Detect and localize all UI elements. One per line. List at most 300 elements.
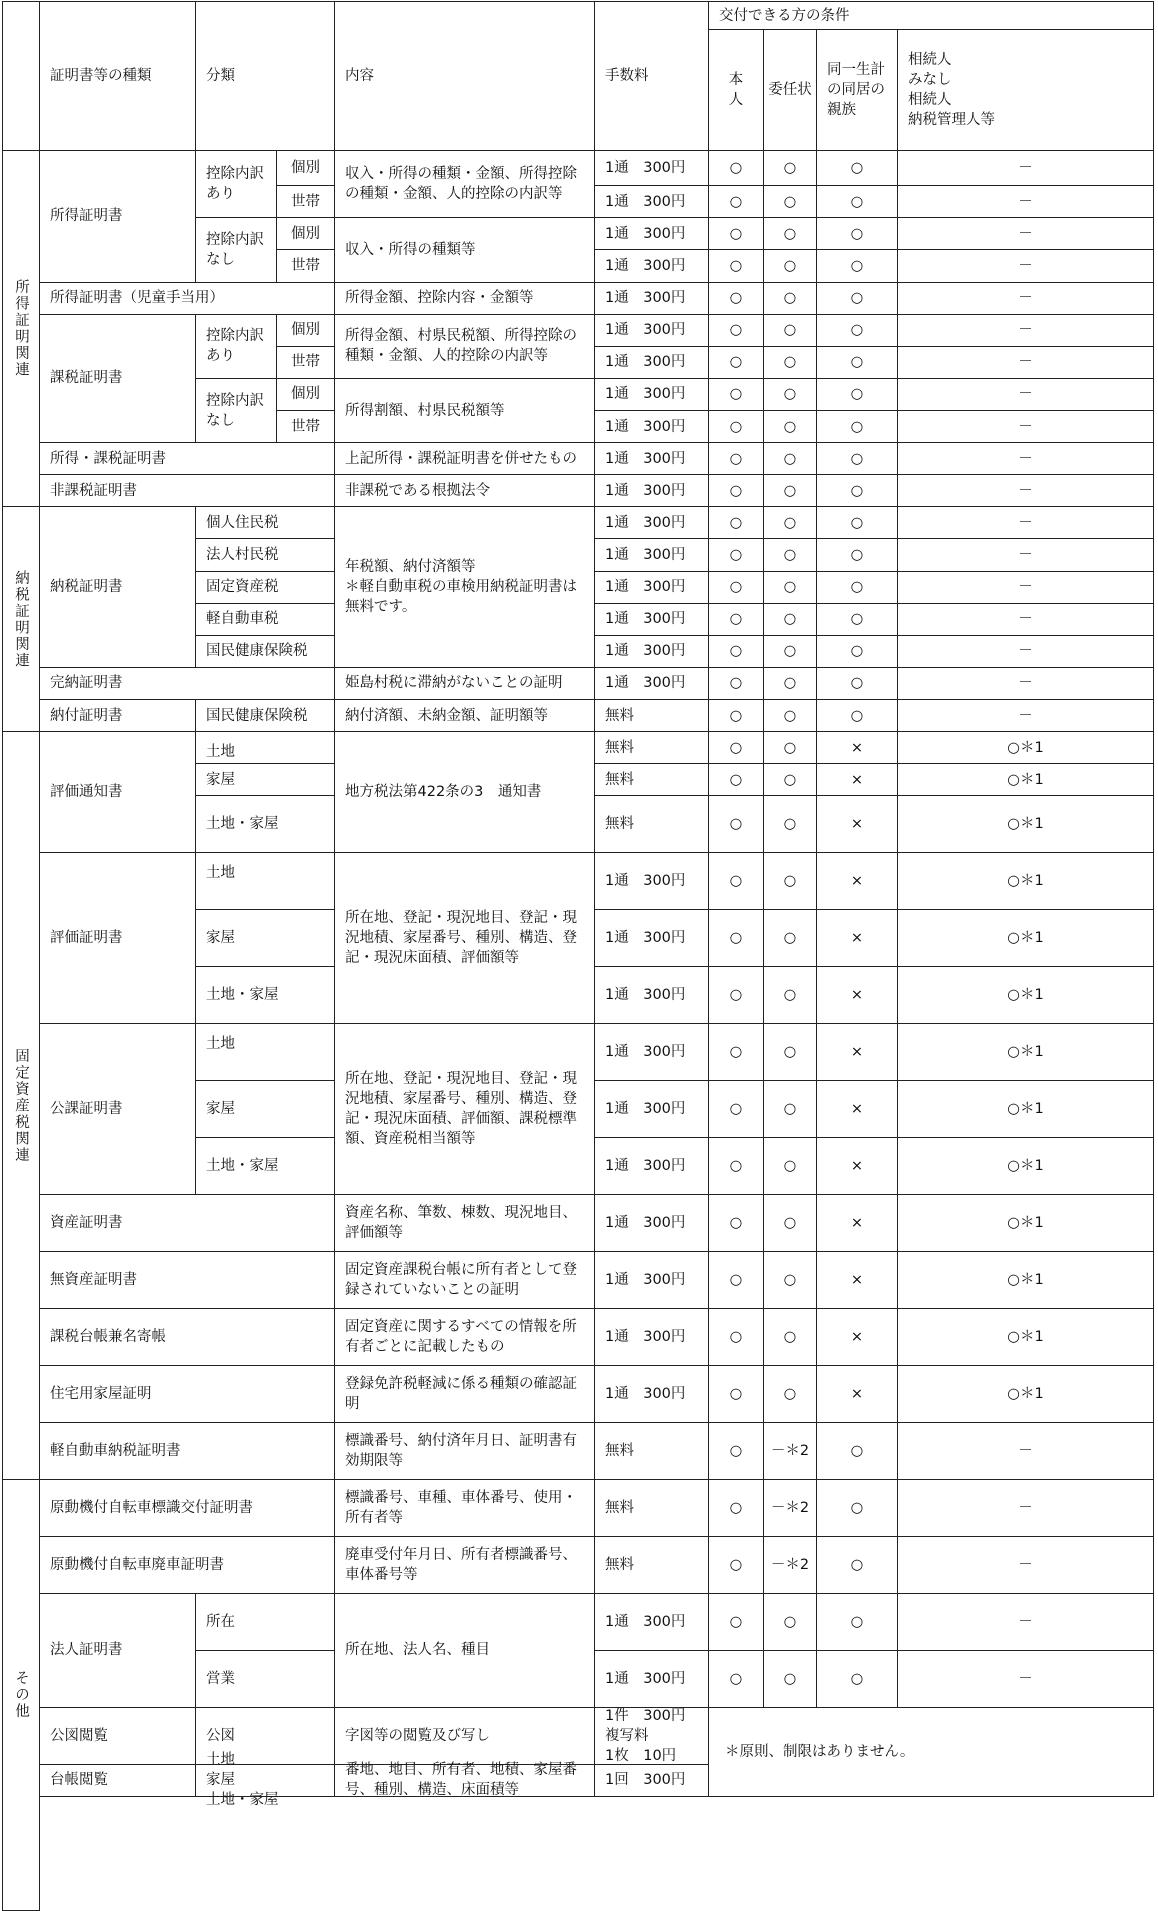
mark-symbol: －: [1018, 1443, 1033, 1460]
condition-mark: [897, 966, 1154, 1024]
condition-mark: [897, 282, 1154, 315]
mark-symbol: ○: [850, 257, 864, 274]
condition-mark: [816, 1479, 898, 1537]
type-hojin: 法人証明書: [39, 1593, 196, 1708]
condition-mark: [897, 185, 1154, 218]
mark-footnote: ＊1: [1019, 987, 1044, 1004]
mark-symbol: －: [1018, 160, 1033, 177]
mark-symbol: ○: [783, 930, 797, 947]
condition-mark: [897, 909, 1154, 967]
condition-mark: [708, 1536, 764, 1594]
mark-footnote: ＊1: [1019, 1158, 1044, 1175]
condition-mark: [708, 909, 764, 967]
mark-symbol: ○: [850, 611, 864, 628]
mark-symbol: ○: [1007, 739, 1020, 756]
condition-mark: [708, 1593, 764, 1651]
condition-mark: [763, 442, 817, 475]
table-cell: 営業: [195, 1650, 335, 1708]
header-content: 内容: [334, 1, 595, 151]
type-shisan: 資産証明書: [39, 1194, 335, 1252]
condition-mark: [763, 217, 817, 250]
certificate-fee-table: [3, 2, 1155, 1809]
mark-symbol: ○: [783, 1215, 797, 1232]
mark-symbol: ○: [783, 707, 797, 724]
condition-mark: [763, 571, 817, 604]
mark-symbol: ○: [729, 1443, 743, 1460]
header-proxy: 委任状: [763, 29, 817, 151]
mark-symbol: ○: [729, 354, 743, 371]
fee-cell: 1通 300円: [594, 346, 709, 379]
condition-mark: [763, 282, 817, 315]
mark-symbol: ○: [1007, 987, 1020, 1004]
mark-footnote: ＊1: [1019, 771, 1044, 788]
mark-symbol: ○: [1007, 1044, 1020, 1061]
type-shotoku: 所得証明書: [39, 150, 196, 283]
mark-symbol: ○: [729, 579, 743, 596]
mark-symbol: ○: [729, 675, 743, 692]
table-cell: 番地、地目、所有者、地積、家屋番号、種別、構造、床面積等: [334, 1764, 595, 1797]
condition-mark: [897, 1308, 1154, 1366]
header-type: 証明書等の種類: [39, 1, 196, 151]
mark-symbol: ×: [850, 1272, 864, 1289]
mark-symbol: －: [1018, 579, 1033, 596]
mark-symbol: －: [1018, 643, 1033, 660]
mark-symbol: ○: [850, 1613, 864, 1630]
type-kazei: 課税証明書: [39, 314, 196, 443]
mark-symbol: ○: [729, 1386, 743, 1403]
condition-mark: [816, 1137, 898, 1195]
table-cell: 家屋: [195, 1080, 335, 1138]
type-hikazei: 非課税証明書: [39, 474, 335, 507]
table-cell: 土地: [195, 852, 335, 910]
sub-category: 世帯: [276, 410, 335, 443]
mark-footnote: ＊1: [1019, 816, 1044, 833]
condition-mark: [763, 1479, 817, 1537]
mark-symbol: ×: [850, 987, 864, 1004]
fee-cell: 1通 300円: [594, 635, 709, 668]
type-hyoka-tsuchi: 評価通知書: [39, 731, 196, 853]
table-cell: 控除内訳 なし: [195, 217, 277, 282]
condition-mark: [897, 150, 1154, 186]
mark-symbol: ○: [729, 482, 743, 499]
fee-cell: 1通 300円: [594, 667, 709, 700]
mark-symbol: ○: [729, 1613, 743, 1630]
condition-mark: [763, 1251, 817, 1309]
fee-cell: 1件 300円 複写料 1枚 10円: [594, 1707, 709, 1765]
mark-symbol: ○: [783, 1158, 797, 1175]
mark-symbol: ○: [850, 1670, 864, 1687]
mark-footnote: ＊1: [1019, 1329, 1044, 1346]
condition-mark: [763, 314, 817, 347]
mark-symbol: ○: [783, 225, 797, 242]
group-tax-payment: 納税証明関連: [2, 506, 40, 732]
mark-symbol: －: [1018, 1613, 1033, 1630]
mark-footnote: ＊1: [1019, 1272, 1044, 1289]
group-fixed-asset: 固定資産税関連: [2, 731, 40, 1480]
mark-symbol: ○: [783, 482, 797, 499]
mark-symbol: ×: [850, 1044, 864, 1061]
type-koka: 公課証明書: [39, 1023, 196, 1195]
mark-symbol: ○: [783, 386, 797, 403]
mark-symbol: ○: [783, 579, 797, 596]
header-self: 本 人: [708, 29, 764, 151]
mark-symbol: ○: [1007, 873, 1020, 890]
condition-mark: [897, 346, 1154, 379]
fee-cell: 無料: [594, 1536, 709, 1594]
mark-symbol: ×: [850, 1329, 864, 1346]
condition-mark: [708, 699, 764, 732]
mark-footnote: ＊2: [785, 1443, 810, 1460]
mark-symbol: ×: [850, 1101, 864, 1118]
mark-symbol: ○: [783, 987, 797, 1004]
condition-mark: [816, 603, 898, 636]
table-cell: 土地・家屋: [195, 1137, 335, 1195]
type-daicho: 台帳閲覧: [39, 1764, 196, 1797]
mark-footnote: ＊1: [1019, 1044, 1044, 1061]
condition-mark: [897, 852, 1154, 910]
mark-symbol: ○: [729, 193, 743, 210]
type-kei-jidosha: 軽自動車納税証明書: [39, 1422, 335, 1480]
fee-cell: 無料: [594, 795, 709, 853]
fee-cell: 1通 300円: [594, 442, 709, 475]
mark-symbol: ○: [783, 1329, 797, 1346]
table-cell: 個人住民税: [195, 506, 335, 539]
mark-symbol: ○: [1007, 1215, 1020, 1232]
table-cell: 上記所得・課税証明書を併せたもの: [334, 442, 595, 475]
mark-symbol: －: [1018, 1556, 1033, 1573]
mark-symbol: ○: [850, 1443, 864, 1460]
mark-symbol: －: [1018, 1500, 1033, 1516]
condition-mark: [816, 571, 898, 604]
condition-mark: [708, 603, 764, 636]
table-cell: 標識番号、納付済年月日、証明書有効期限等: [334, 1422, 595, 1480]
condition-mark: [897, 1365, 1154, 1423]
header-conditions: 交付できる方の条件: [708, 1, 1154, 30]
mark-symbol: ○: [783, 1670, 797, 1687]
condition-mark: [708, 1365, 764, 1423]
type-shotoku-child: 所得証明書（児童手当用）: [39, 282, 335, 315]
mark-footnote: ＊1: [1019, 1215, 1044, 1232]
condition-mark: [816, 150, 898, 186]
table-cell: 控除内訳 あり: [195, 150, 277, 218]
table-cell: 土地: [195, 1023, 335, 1081]
condition-mark: [763, 1365, 817, 1423]
condition-mark: [897, 635, 1154, 668]
mark-symbol: ○: [783, 1386, 797, 1403]
condition-mark: [816, 1251, 898, 1309]
condition-mark: [763, 150, 817, 186]
mark-symbol: ○: [1007, 1272, 1020, 1289]
mark-symbol: －: [1018, 418, 1033, 435]
condition-mark: [816, 763, 898, 796]
fee-cell: 1通 300円: [594, 909, 709, 967]
mark-symbol: ○: [729, 257, 743, 274]
fee-cell: 1通 300円: [594, 150, 709, 186]
mark-symbol: ○: [783, 546, 797, 563]
condition-mark: [708, 185, 764, 218]
sub-category: 世帯: [276, 249, 335, 282]
mark-symbol: ○: [729, 290, 743, 307]
mark-symbol: ○: [850, 675, 864, 692]
fee-cell: 1通 300円: [594, 1137, 709, 1195]
mark-symbol: ○: [729, 386, 743, 403]
mark-symbol: ○: [729, 160, 743, 177]
mark-symbol: ○: [850, 643, 864, 660]
mark-symbol: ×: [850, 771, 864, 788]
condition-mark: [816, 1194, 898, 1252]
mark-symbol: ○: [850, 707, 864, 724]
condition-mark: [816, 909, 898, 967]
table-cell: 年税額、納付済額等 ＊軽自動車税の車検用納税証明書は無料です。: [334, 506, 595, 668]
condition-mark: [708, 378, 764, 411]
mark-symbol: －: [1018, 257, 1033, 274]
condition-mark: [708, 150, 764, 186]
type-hyoka-shomei: 評価証明書: [39, 852, 196, 1024]
mark-symbol: ○: [729, 450, 743, 467]
mark-symbol: ○: [850, 1500, 864, 1516]
sub-category: 個別: [276, 217, 335, 250]
condition-mark: [708, 852, 764, 910]
condition-mark: [897, 1194, 1154, 1252]
condition-mark: [816, 217, 898, 250]
mark-symbol: ○: [783, 816, 797, 833]
sub-category: 個別: [276, 314, 335, 347]
mark-symbol: －: [1018, 354, 1033, 371]
mark-symbol: ○: [850, 418, 864, 435]
condition-mark: [708, 410, 764, 443]
mark-symbol: ○: [783, 322, 797, 339]
mark-symbol: ○: [783, 611, 797, 628]
table-cell: 収入・所得の種類等: [334, 217, 595, 282]
mark-symbol: ○: [850, 450, 864, 467]
condition-mark: [816, 731, 898, 764]
mark-symbol: ○: [729, 1556, 743, 1573]
fee-cell: 1通 300円: [594, 474, 709, 507]
mark-symbol: －: [770, 1556, 786, 1573]
mark-symbol: ○: [729, 1215, 743, 1232]
condition-mark: [816, 410, 898, 443]
condition-mark: [897, 1593, 1154, 1651]
condition-mark: [763, 1308, 817, 1366]
fee-cell: 無料: [594, 1479, 709, 1537]
condition-mark: [708, 1308, 764, 1366]
condition-mark: [763, 1650, 817, 1708]
condition-mark: [897, 217, 1154, 250]
mark-symbol: ○: [729, 546, 743, 563]
table-grid: [3, 2, 1155, 1809]
table-cell: 家屋: [195, 909, 335, 967]
mark-symbol: ○: [729, 322, 743, 339]
mark-symbol: ○: [729, 514, 743, 531]
condition-mark: [708, 571, 764, 604]
mark-symbol: －: [1018, 707, 1033, 724]
mark-symbol: ×: [850, 739, 864, 756]
condition-mark: [897, 1137, 1154, 1195]
mark-symbol: －: [1018, 193, 1033, 210]
mark-footnote: ＊1: [1019, 873, 1044, 890]
table-cell: 所得金額、村県民税額、所得控除の種類・金額、人的控除の内訳等: [334, 314, 595, 379]
table-cell: 国民健康保険税: [195, 635, 335, 668]
condition-mark: [897, 731, 1154, 764]
condition-mark: [897, 1422, 1154, 1480]
table-cell: 所在地、登記・現況地目、登記・現況地積、家屋番号、種別、構造、登記・現況床面積、評価額等: [334, 852, 595, 1024]
condition-mark: [816, 538, 898, 571]
mark-symbol: ○: [783, 354, 797, 371]
mark-symbol: ○: [783, 873, 797, 890]
table-cell: 所在地、法人名、種目: [334, 1593, 595, 1708]
mark-symbol: ○: [850, 514, 864, 531]
type-gendoki-haisha: 原動機付自転車廃車証明書: [39, 1536, 335, 1594]
mark-symbol: ○: [729, 873, 743, 890]
condition-mark: [763, 506, 817, 539]
condition-mark: [897, 1536, 1154, 1594]
condition-mark: [708, 731, 764, 764]
mark-symbol: ○: [850, 225, 864, 242]
mark-symbol: ○: [729, 1044, 743, 1061]
mark-symbol: ○: [729, 1158, 743, 1175]
condition-mark: [816, 635, 898, 668]
mark-symbol: －: [1018, 290, 1033, 307]
fee-cell: 1通 300円: [594, 314, 709, 347]
condition-mark: [816, 378, 898, 411]
mark-symbol: ○: [783, 739, 797, 756]
mark-symbol: ○: [850, 482, 864, 499]
mark-footnote: ＊1: [1019, 739, 1044, 756]
mark-symbol: ○: [729, 987, 743, 1004]
mark-symbol: ○: [783, 771, 797, 788]
fee-cell: 1通 300円: [594, 1194, 709, 1252]
table-cell: 資産名称、筆数、棟数、現況地目、評価額等: [334, 1194, 595, 1252]
condition-mark: [763, 1422, 817, 1480]
mark-symbol: ○: [729, 816, 743, 833]
mark-footnote: ＊1: [1019, 930, 1044, 947]
mark-symbol: －: [1018, 386, 1033, 403]
condition-mark: [708, 506, 764, 539]
mark-symbol: ○: [1007, 1158, 1020, 1175]
fee-cell: 1通 300円: [594, 249, 709, 282]
condition-mark: [763, 1137, 817, 1195]
mark-symbol: －: [1018, 675, 1033, 692]
condition-mark: [763, 909, 817, 967]
condition-mark: [897, 667, 1154, 700]
mark-symbol: ○: [1007, 1329, 1020, 1346]
table-cell: 法人村民税: [195, 538, 335, 571]
table-cell: 姫島村税に滞納がないことの証明: [334, 667, 595, 700]
condition-mark: [816, 249, 898, 282]
table-cell: 所得割額、村県民税額等: [334, 378, 595, 443]
condition-mark: [816, 852, 898, 910]
condition-mark: [897, 314, 1154, 347]
condition-mark: [708, 442, 764, 475]
condition-mark: [763, 731, 817, 764]
table-cell: 納付済額、未納金額、証明額等: [334, 699, 595, 732]
type-kazei-daicho: 課税台帳兼名寄帳: [39, 1308, 335, 1366]
condition-mark: [708, 249, 764, 282]
fee-cell: 1通 300円: [594, 506, 709, 539]
mark-symbol: ○: [729, 707, 743, 724]
mark-symbol: －: [1018, 225, 1033, 242]
condition-mark: [816, 1593, 898, 1651]
table-cell: 国民健康保険税: [195, 699, 335, 732]
fee-cell: 無料: [594, 731, 709, 764]
condition-mark: [816, 346, 898, 379]
mark-symbol: ○: [729, 739, 743, 756]
condition-mark: [816, 1650, 898, 1708]
table-cell: 控除内訳 なし: [195, 378, 277, 443]
condition-mark: [897, 1080, 1154, 1138]
mark-symbol: ○: [783, 193, 797, 210]
mark-symbol: ○: [729, 1670, 743, 1687]
mark-symbol: ○: [783, 1272, 797, 1289]
table-cell: 土地・家屋: [195, 795, 335, 853]
condition-mark: [708, 474, 764, 507]
condition-mark: [708, 314, 764, 347]
fee-cell: 1通 300円: [594, 1365, 709, 1423]
mark-symbol: ○: [1007, 930, 1020, 947]
condition-mark: [816, 795, 898, 853]
condition-mark: [897, 699, 1154, 732]
table-cell: 公図: [195, 1707, 335, 1765]
type-kannou: 完納証明書: [39, 667, 335, 700]
table-cell: 控除内訳 あり: [195, 314, 277, 379]
type-gendoki-hyoshiki: 原動機付自転車標識交付証明書: [39, 1479, 335, 1537]
table-cell: 地方税法第422条の3 通知書: [334, 731, 595, 853]
mark-footnote: ＊2: [785, 1556, 810, 1573]
mark-symbol: －: [1018, 1670, 1033, 1687]
fee-cell: 1通 300円: [594, 410, 709, 443]
mark-symbol: －: [1018, 611, 1033, 628]
condition-mark: [763, 185, 817, 218]
condition-mark: [897, 378, 1154, 411]
table-cell: 軽自動車税: [195, 603, 335, 636]
table-cell: 標識番号、車種、車体番号、使用・所有者等: [334, 1479, 595, 1537]
header-heir: 相続人 みなし 相続人 納税管理人等: [897, 29, 1154, 151]
table-cell: 登録免許税軽減に係る種類の確認証明: [334, 1365, 595, 1423]
condition-mark: [708, 1479, 764, 1537]
condition-mark: [763, 538, 817, 571]
mark-symbol: －: [1018, 450, 1033, 467]
condition-mark: [816, 474, 898, 507]
mark-symbol: ○: [783, 160, 797, 177]
condition-mark: [897, 1479, 1154, 1537]
mark-symbol: ×: [850, 816, 864, 833]
mark-symbol: ○: [783, 675, 797, 692]
table-cell: 所得金額、控除内容・金額等: [334, 282, 595, 315]
mark-symbol: ○: [729, 418, 743, 435]
type-shotoku-kazei: 所得・課税証明書: [39, 442, 335, 475]
condition-mark: [708, 1251, 764, 1309]
condition-mark: [708, 346, 764, 379]
mark-symbol: ○: [850, 322, 864, 339]
mark-symbol: ○: [850, 579, 864, 596]
condition-mark: [763, 667, 817, 700]
group-other: その他: [2, 1479, 40, 1911]
mark-symbol: ○: [850, 160, 864, 177]
fee-cell: 1通 300円: [594, 1023, 709, 1081]
table-cell: 字図等の閲覧及び写し: [334, 1707, 595, 1765]
condition-mark: [897, 538, 1154, 571]
condition-mark: [763, 635, 817, 668]
table-cell: 所在地、登記・現況地目、登記・現況地積、家屋番号、種別、構造、登記・現況床面積、評価額、課税標準額、資産税相当額等: [334, 1023, 595, 1195]
condition-mark: [763, 699, 817, 732]
mark-symbol: ×: [850, 930, 864, 947]
note-no-restriction: ＊原則、制限はありません。: [708, 1707, 1154, 1797]
mark-symbol: －: [1018, 514, 1033, 531]
condition-mark: [816, 1536, 898, 1594]
condition-mark: [763, 474, 817, 507]
fee-cell: 1通 300円: [594, 378, 709, 411]
fee-cell: 1通 300円: [594, 185, 709, 218]
